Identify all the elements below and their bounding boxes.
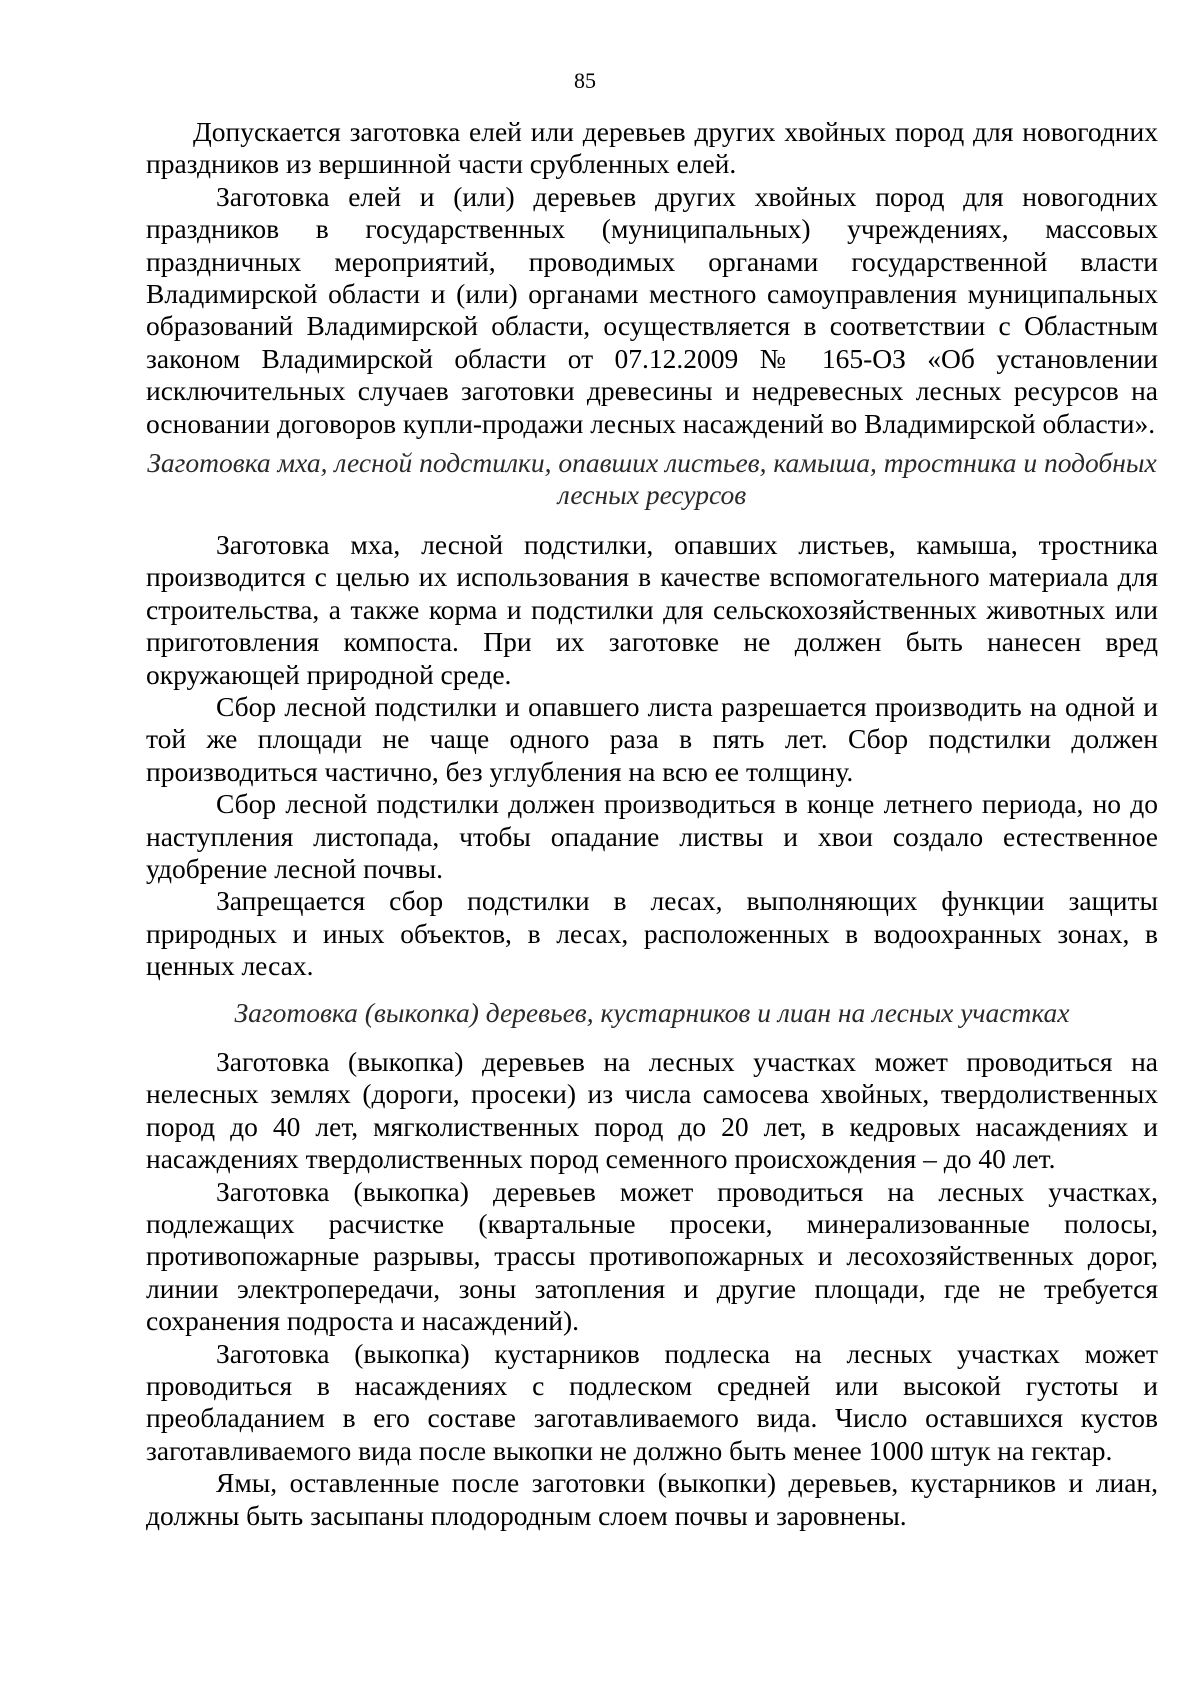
paragraph: Заготовка елей и (или) деревьев других хвойных пород для новогодних праздников в государственных (муниципальных) учреждениях, массовых праздничных мероприятий, проводимых органами государственной власти Владимирской области и (или) органами местного самоуправления муниципальных образований Владимирской области, осуществляется в соответствии с Областным законом Владимирской области от 07.12.2009 № 165-ОЗ «Об установлении исключительных случаев заготовки древесины и недревесных лесных ресурсов на основании договоров купли-продажи лесных насаждений во Владимирской области».: [146, 180, 1158, 439]
paragraph: Ямы, оставленные после заготовки (выкопки) деревьев, кустарников и лиан, должны быть засыпаны плодородным слоем почвы и заровнены.: [146, 1467, 1158, 1531]
page-number: 85: [574, 68, 596, 93]
paragraph: Запрещается сбор подстилки в лесах, выполняющих функции защиты природных и иных объектов, в лесах, расположенных в водоохранных зонах, в ценных лесах.: [146, 885, 1158, 982]
paragraph: Заготовка (выкопка) деревьев может проводиться на лесных участках, подлежащих расчистке (квартальные просеки, минерализованные полосы, противопожарные разрывы, трассы противопожарных и лесохозяйственных дорог, линии электропередачи, зоны затопления и другие площади, где не требуется сохранения подроста и насаждений).: [146, 1175, 1158, 1337]
paragraph: Заготовка (выкопка) кустарников подлеска на лесных участках может проводиться в насаждениях с подлеском средней или высокой густоты и преобладанием в его составе заготавливаемого вида. Число оставшихся кустов заготавливаемого вида после выкопки не должно быть менее 1000 штук на гектар.: [146, 1337, 1158, 1466]
paragraph: Сбор лесной подстилки должен производиться в конце летнего периода, но до наступления листопада, чтобы опадание листвы и хвои создало естественное удобрение лесной почвы.: [146, 788, 1158, 884]
document-body: [146, 116, 1158, 1532]
paragraph: Допускается заготовка елей или деревьев других хвойных пород для новогодних праздников из вершинной части срубленных елей.: [146, 116, 1158, 180]
paragraph: Заготовка (выкопка) деревьев на лесных участках может проводиться на нелесных землях (дороги, просеки) из числа самосева хвойных, твердолиственных пород до 40 лет, мягколиственных пород до 20 лет, в кедровых насаждениях и насаждениях твердолиственных пород семенного происхождения – до 40 лет.: [146, 1045, 1158, 1175]
paragraph: Сбор лесной подстилки и опавшего листа разрешается производить на одной и той же площади не чаще одного раза в пять лет. Сбор подстилки должен производиться частично, без углубления на всю ее толщину.: [146, 690, 1158, 787]
paragraph: Заготовка мха, лесной подстилки, опавших листьев, камыша, тростника производится с целью их использования в качестве вспомогательного материала для строительства, а также корма и подстилки для сельскохозяйственных животных или приготовления компоста. При их заготовке не должен быть нанесен вред окружающей природной среде.: [146, 528, 1158, 690]
section-heading: Заготовка мха, лесной подстилки, опавших листьев, камыша, тростника и подобных лесных ресурсов: [147, 447, 1157, 511]
section-heading: Заготовка (выкопка) деревьев, кустарников и лиан на лесных участках: [234, 996, 1070, 1028]
